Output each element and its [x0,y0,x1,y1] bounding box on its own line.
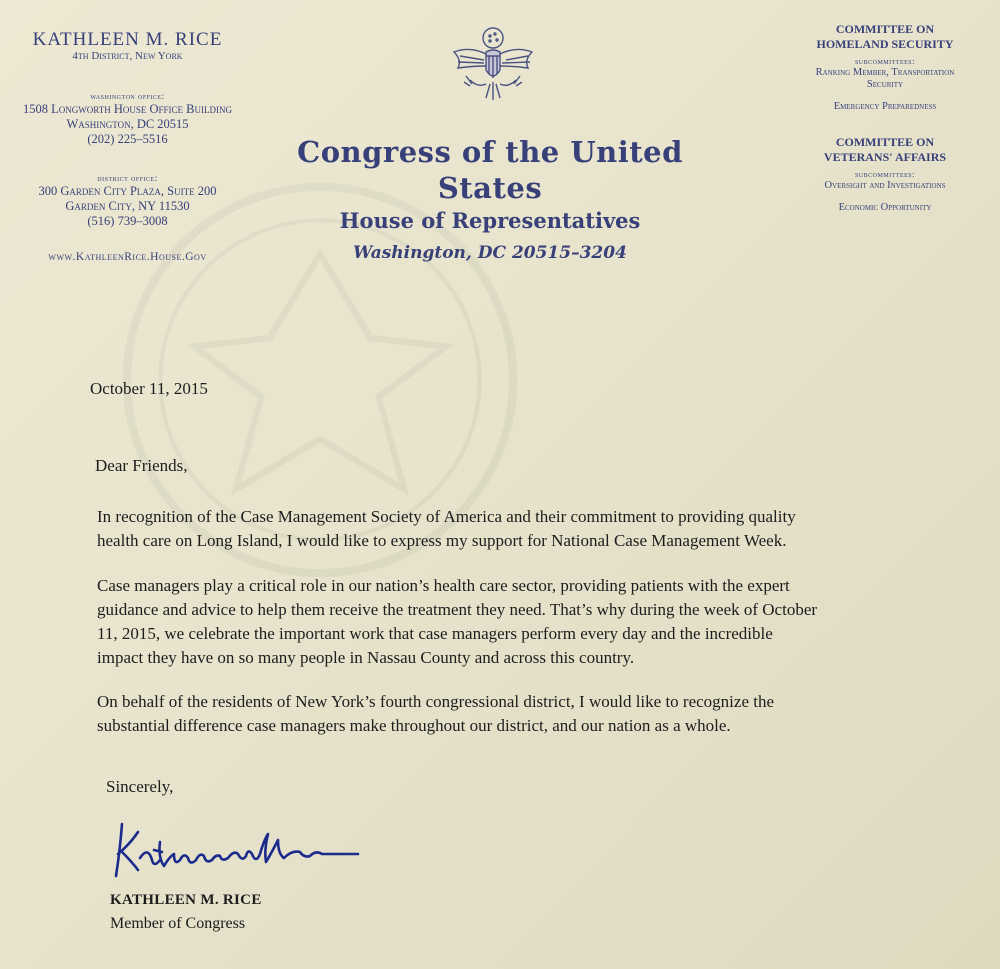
washington-address-line-1: 1508 Longworth House Office Building [23,102,232,116]
committee-1-sub-1-line-2: Security [866,79,904,90]
paragraph-3-line-1: On behalf of the residents of New York’s fourth congressional district, I would like to recognize the [97,692,775,711]
committee-2-sub-2: Economic Opportunity [838,202,932,213]
district-phone: (516) 739–3008 [87,214,168,228]
committee-2-line-2: VETERANS' AFFAIRS [823,150,947,164]
letterhead-district: 4th District, New York [72,50,183,62]
paragraph-3 [97,690,887,738]
letterhead-name: KATHLEEN M. RICE [32,29,223,50]
committee-1-line-2: HOMELAND SECURITY [816,37,954,51]
letterhead-left [0,30,255,263]
committee-1-sub-1-line-1: Ranking Member, Transportation [815,67,955,78]
committee-1-line-1: COMMITTEE ON [835,22,935,36]
paragraph-2 [97,574,887,670]
district-address-line-2: Garden City, NY 11530 [65,199,190,213]
district-address-line-1: 300 Garden City Plaza, Suite 200 [38,184,217,198]
committee-1-sub-2: Emergency Preparedness [833,101,937,112]
house-title: House of Representatives [339,208,641,233]
paragraph-1-line-1: In recognition of the Case Management Society of America and their commitment to providing quality [97,507,796,526]
handwritten-signature [108,810,368,890]
letterhead-center [240,134,740,270]
paragraph-2-line-2: guidance and advice to help them receive the treatment they need. That’s why during the week of October [97,600,818,619]
paragraph-3-line-2: substantial difference case managers make throughout our district, and our nation as a whole. [97,716,731,735]
letterhead-right [770,22,1000,214]
paragraph-2-line-4: impact they have on so many people in Nassau County and across this country. [97,648,635,667]
washington-phone: (202) 225–5516 [87,132,168,146]
committee-1-sub-label: subcommittees: [854,56,916,66]
salutation: Dear Friends, [95,456,188,475]
committee-2-sub-label: subcommittees: [854,169,916,179]
letter-date: October 11, 2015 [90,379,208,398]
house-address: Washington, DC 20515–3204 [353,243,627,263]
committee-2-sub-1: Oversight and Investigations [824,180,946,191]
committee-2-line-1: COMMITTEE ON [835,135,935,149]
paragraph-2-line-3: 11, 2015, we celebrate the important work that case managers perform every day and the incredible [97,624,773,643]
washington-address-line-2: Washington, DC 20515 [66,117,189,131]
signer-name: KATHLEEN M. RICE [110,892,262,908]
closing: Sincerely, [106,777,174,796]
website: www.KathleenRice.House.Gov [48,251,207,263]
congress-title: Congress of the United States [297,135,683,205]
washington-office-label: washington office: [90,91,165,101]
district-office-label: district office: [97,173,158,183]
paragraph-1-line-2: health care on Long Island, I would like to express my support for National Case Management Week. [97,531,787,550]
signer-title: Member of Congress [110,915,246,932]
paragraph-1 [97,505,887,553]
eagle-seal-icon [446,22,540,112]
paragraph-2-line-1: Case managers play a critical role in our nation’s health care sector, providing patients with the expert [97,576,790,595]
